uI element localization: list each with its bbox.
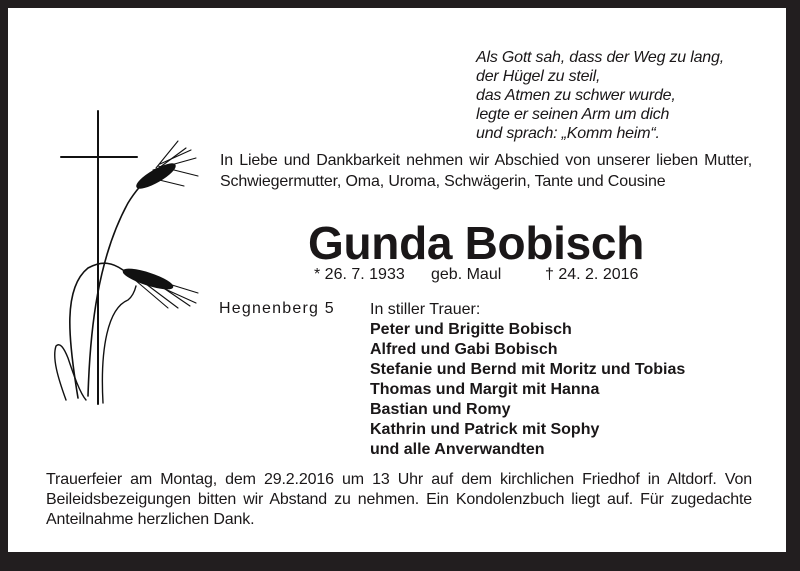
poem (476, 48, 724, 143)
deceased-name: Gunda Bobisch (308, 217, 645, 269)
poem-line: der Hügel zu steil, (476, 68, 601, 85)
mourners-list (370, 300, 685, 460)
mourner: Alfred und Gabi Bobisch (370, 341, 558, 358)
cross-wheat-icon (8, 8, 248, 428)
poem-line: und sprach: „Komm heim“. (476, 125, 660, 142)
birth-date: * 26. 7. 1933 (314, 266, 405, 283)
closing-text: Trauerfeier am Montag, dem 29.2.2016 um 13 Uhr auf dem kirchlichen Friedhof in Altdorf. Von Beileidsbezeigungen bitten wir Abstand zu nehmen. Ein Kondolenzbuch liegt auf. Für zugedachte Anteilnahme herzlichen Dank. (46, 471, 752, 528)
mourners-heading: In stiller Trauer: (370, 301, 481, 318)
death-date: † 24. 2. 2016 (545, 266, 639, 283)
mourner: Thomas und Margit mit Hanna (370, 381, 600, 398)
obituary-notice (8, 8, 786, 552)
mourner: und alle Anverwandten (370, 441, 545, 458)
poem-line: das Atmen zu schwer wurde, (476, 87, 676, 104)
poem-line: legte er seinen Arm um dich (476, 106, 670, 123)
intro-text: In Liebe und Dankbarkeit nehmen wir Abschied von unserer lieben Mutter, Schwiegermutter, Oma, Uroma, Schwägerin, Tante und Cousine (220, 152, 752, 190)
mourner: Stefanie und Bernd mit Moritz und Tobias (370, 361, 686, 378)
mourner: Bastian und Romy (370, 401, 511, 418)
address: Hegnenberg 5 (219, 300, 335, 317)
mourner: Kathrin und Patrick mit Sophy (370, 421, 600, 438)
poem-line: Als Gott sah, dass der Weg zu lang, (476, 49, 724, 66)
maiden-name: geb. Maul (431, 266, 502, 283)
mourner: Peter und Brigitte Bobisch (370, 321, 572, 338)
